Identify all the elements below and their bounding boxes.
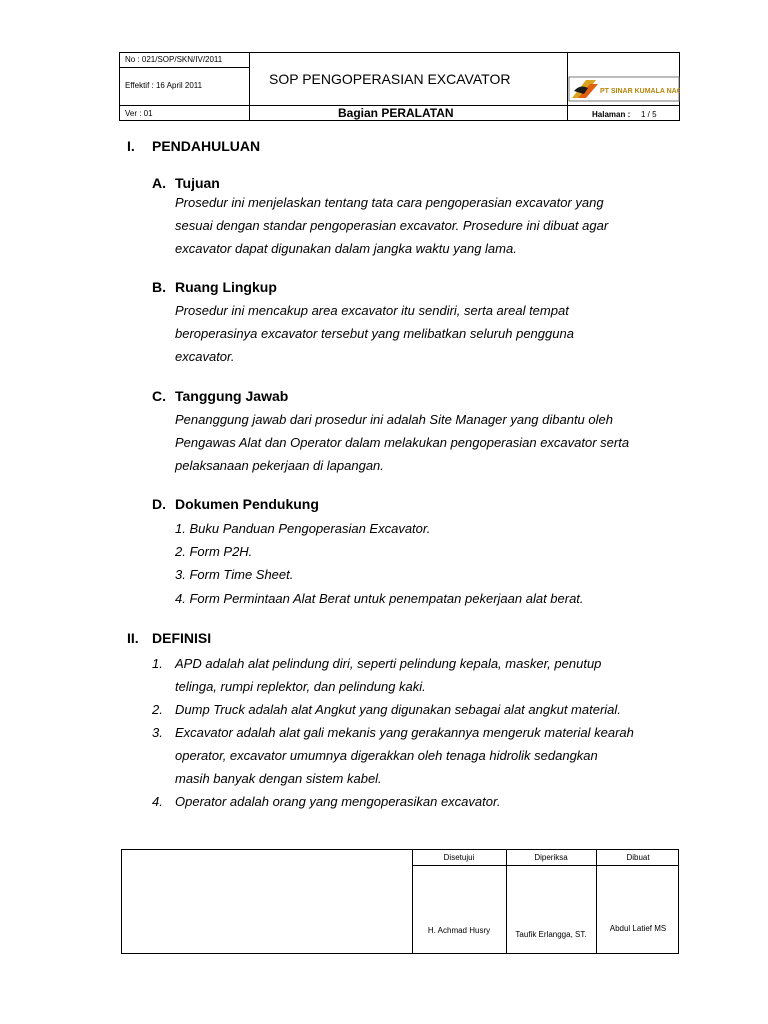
approved-name: H. Achmad Husry [427, 926, 491, 935]
made-name: Abdul Latief MS [609, 924, 667, 933]
signature-table [121, 849, 679, 954]
definition-item [175, 698, 685, 721]
subsection-b-title: Ruang Lingkup [175, 279, 277, 295]
approved-label: Disetujui [443, 853, 475, 862]
definition-number: 4. [152, 794, 163, 809]
subsection-d-title: Dokumen Pendukung [175, 496, 319, 512]
company-logo [568, 74, 680, 104]
effective-date: Effektif : 16 April 2011 [125, 81, 203, 90]
doc-number: No : 021/SOP/SKN/IV/2011 [125, 55, 223, 64]
definition-line: Excavator adalah alat gali mekanis yang gerakannya mengeruk material kearah [175, 725, 634, 740]
definition-line: Dump Truck adalah alat Angkut yang digunakan sebagai alat angkut material. [175, 702, 621, 717]
paragraph-line: Prosedur ini mencakup area excavator itu sendiri, serta areal tempat [175, 303, 569, 318]
definition-line: APD adalah alat pelindung diri, seperti pelindung kepala, masker, penutup [175, 656, 602, 671]
subsection-a-label: A. [152, 175, 166, 191]
logo-text: PT SINAR KUMALA NAGA [600, 88, 680, 95]
page-number: 1 / 5 [641, 110, 657, 119]
paragraph-line: beroperasinya excavator tersebut yang melibatkan seluruh pengguna [175, 326, 574, 341]
subsection-c-label: C. [152, 388, 166, 404]
definition-number: 2. [152, 702, 163, 717]
subsection-b-label: B. [152, 279, 166, 295]
paragraph-line: Pengawas Alat dan Operator dalam melakukan pengoperasian excavator serta [175, 435, 630, 450]
paragraph-line: sesuai dengan standar pengoperasian excavator. Prosedure ini dibuat agar [175, 218, 609, 233]
doc-title: SOP PENGOPERASIAN EXCAVATOR [269, 71, 511, 87]
definition-line: operator, excavator umumnya digerakkan oleh tenaga hidrolik sedangkan [175, 748, 598, 763]
section-2-title: DEFINISI [152, 630, 212, 646]
section-name: Bagian PERALATAN [338, 106, 454, 120]
paragraph-line: pelaksanaan pekerjaan di lapangan. [175, 458, 384, 473]
checked-label: Diperiksa [534, 853, 568, 862]
definition-line: telinga, rumpi replektor, dan pelindung kaki. [175, 679, 426, 694]
paragraph-line: Prosedur ini menjelaskan tentang tata cara pengoperasian excavator yang [175, 195, 604, 210]
subsection-c-title: Tanggung Jawab [175, 388, 289, 404]
page-label: Halaman : [592, 110, 631, 119]
subsection-a-paragraph [175, 191, 685, 260]
definition-line: masih banyak dengan sistem kabel. [175, 771, 382, 786]
definition-line: Operator adalah orang yang mengoperasikan excavator. [175, 794, 501, 809]
supporting-doc-item: 1. Buku Panduan Pengoperasian Excavator. [175, 521, 431, 536]
supporting-doc-item: 3. Form Time Sheet. [175, 567, 294, 582]
definition-item [175, 652, 685, 698]
section-1-title: PENDAHULUAN [152, 138, 261, 154]
definition-number: 1. [152, 656, 163, 671]
definition-item [175, 721, 685, 790]
made-label: Dibuat [626, 853, 650, 862]
version: Ver : 01 [125, 109, 153, 118]
paragraph-line: excavator dapat digunakan dalam jangka waktu yang lama. [175, 241, 517, 256]
checked-name: Taufik Erlangga, ST. [515, 930, 587, 939]
section-1-number: I. [127, 138, 135, 154]
subsection-a-title: Tujuan [175, 175, 220, 191]
subsection-c-paragraph [175, 408, 685, 477]
paragraph-line: excavator. [175, 349, 235, 364]
definition-number: 3. [152, 725, 163, 740]
paragraph-line: Penanggung jawab dari prosedur ini adalah Site Manager yang dibantu oleh [175, 412, 613, 427]
definition-item [175, 790, 685, 813]
subsection-b-paragraph [175, 299, 685, 368]
section-2-number: II. [127, 630, 139, 646]
supporting-doc-item: 4. Form Permintaan Alat Berat untuk penempatan pekerjaan alat berat. [175, 591, 584, 606]
supporting-doc-item: 2. Form P2H. [175, 544, 253, 559]
subsection-d-label: D. [152, 496, 166, 512]
